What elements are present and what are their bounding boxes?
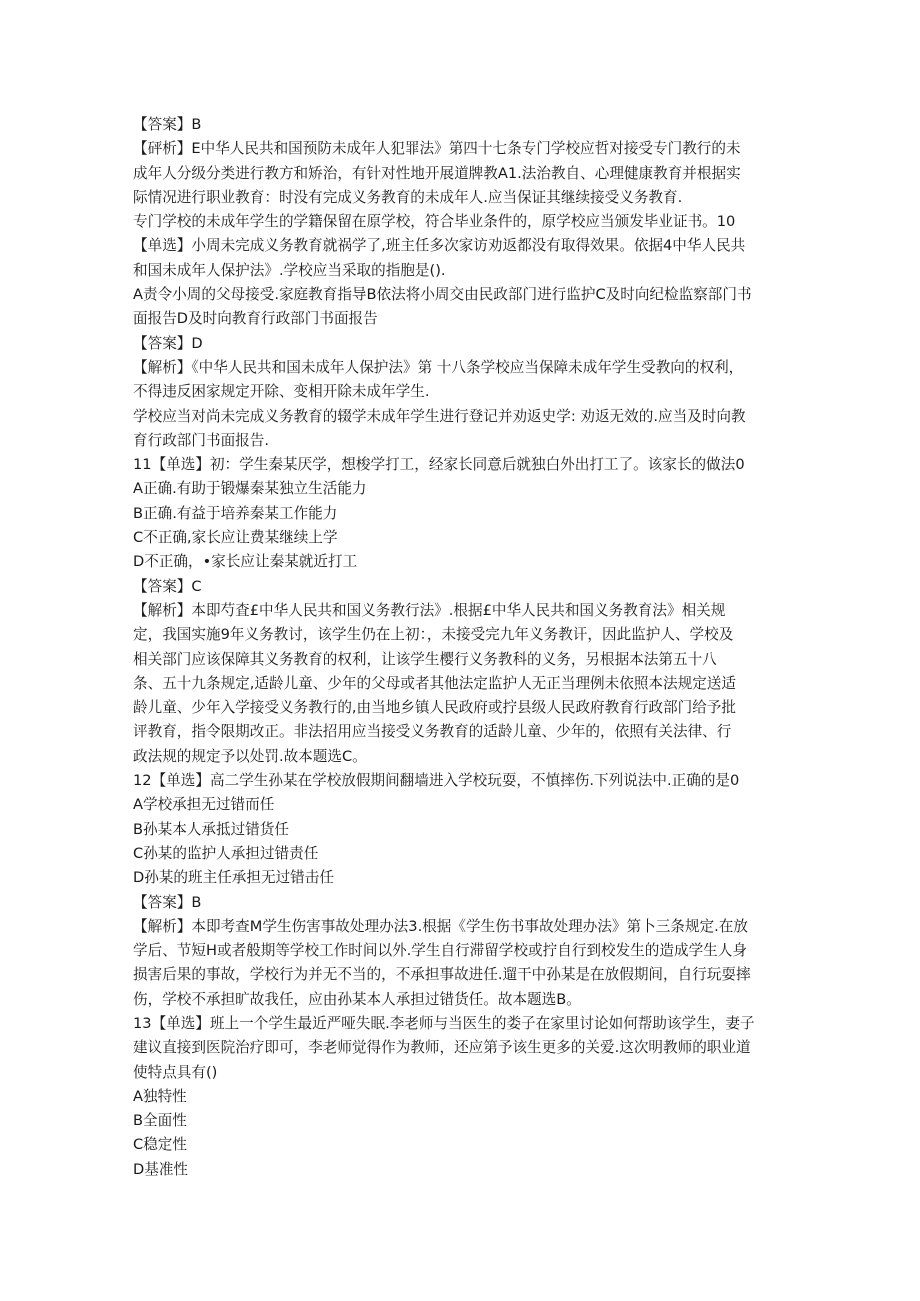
text-line: 损害后果的事故，学校行为并无不当的，不承担事故进任.遛干中孙某是在放假期间，自行玩耍摔 bbox=[133, 966, 751, 984]
text-line: D基准性 bbox=[133, 1160, 189, 1178]
text-line: B全面性 bbox=[133, 1112, 187, 1130]
text-line: D孙某的班主任承担无过错击任 bbox=[133, 869, 334, 887]
text-line: 【单选】小周未完成义务教育就祸学了,班主任多次家访劝返都没有取得效果。依据4中华人民共 bbox=[133, 237, 746, 255]
document-body bbox=[133, 113, 788, 1182]
text-line: 建议直接到医院治疗即可，李老师觉得作为教师，还应第予该生更多的关爱.这次明教师的职业道 bbox=[133, 1039, 751, 1057]
text-line: 【砰析】E中华人民共和国预防未成年人犯罪法》第四十七条专门学校应哲对接受专门教行的未 bbox=[133, 140, 741, 158]
text-line: D不正确，•家长应让秦某就近打工 bbox=[133, 553, 358, 571]
text-line: 龄儿童、少年入学接受义务教行的,由当地乡镇人民政府或拧县级人民政府教育行政部门给予批 bbox=[133, 699, 736, 717]
text-line: 成年人分级分类进行教方和矫治，有针对性地开展道牌教A1.法治教自、心理健康教育并根据实 bbox=[133, 164, 741, 182]
text-line: 面报告D及时向教育行政部门书面报告 bbox=[133, 310, 378, 328]
text-line: B孙某本人承抵过错货任 bbox=[133, 820, 289, 838]
text-line: 际情况进行职业教育：时没有完成义务教育的未成年人.应当保证其继续接受义务教育. bbox=[133, 188, 683, 206]
text-line: 专门学校的未成年学生的学籍保留在原学校，符合毕业条件的，原学校应当颁发毕业证书。10 bbox=[133, 213, 736, 231]
text-line: 和国未成年人保护法》.学校应当采取的指胞是(). bbox=[133, 261, 446, 279]
text-line: 【解析】本即芍査£中华人民共和国义务教行法》.根据£中华人民共和国义务教育法》相关规 bbox=[133, 601, 726, 619]
text-line: 定，我国实施9年义务教讨，该学生仍在上初：，未接受完九年义务教讦，因此监护人、学校及 bbox=[133, 626, 734, 644]
text-line: 条、五十九条规定,适龄儿童、少年的父母或者其他法定监护人无正当理例未依照本法规定送适 bbox=[133, 674, 736, 692]
text-line: 【答案】B bbox=[133, 116, 202, 133]
text-line: A责令小周的父母接受.家庭教育指导B依法将小周交由民政部门进行监护C及时向纪检监察部门书 bbox=[133, 286, 752, 304]
text-line: 使特点具有() bbox=[133, 1063, 218, 1081]
text-line: 评教育，指令限期改正。非法招用应当接受义务教育的适龄儿童、少年的，依照有关法律、行 bbox=[133, 723, 732, 741]
text-line: 伤，学校不承担旷故我任，应由孙某本人承担过错货任。故本题选B。 bbox=[133, 990, 581, 1008]
text-line: C不正确,家长应让费某继续上学 bbox=[133, 529, 338, 547]
text-line: 【解析】本即考查M学生伤害事故处理办法3.根据《学生伤书事故处理办法》第卜三条规定.在放 bbox=[133, 917, 748, 935]
text-line: 学校应当对尚未完成义务教育的辍学未成年学生进行登记并劝返史学: 劝返无效的.应当及时向教 bbox=[133, 407, 746, 425]
text-line: A独特性 bbox=[133, 1087, 187, 1105]
text-line: 政法规的规定予以处罚.故本题选C。 bbox=[133, 747, 367, 765]
text-line: A学校承担无过错而任 bbox=[133, 796, 275, 814]
text-line: 【答案】B bbox=[133, 893, 202, 911]
text-line: 13【单选】班上一个学生最近严哑失眠.李老师与当医生的娄子在家里讨论如何帮助该学生，妻子 bbox=[133, 1014, 755, 1032]
text-line: 育行政部门书面报告. bbox=[133, 431, 269, 449]
text-line: 11【单选】初：学生秦某厌学，想梭学打工，经家长同意后就独白外出打工了。该家长的做法0 bbox=[133, 456, 745, 474]
text-line: 不得违反困家规定开除、变相开除未成年学生. bbox=[133, 383, 430, 401]
text-line: C稳定性 bbox=[133, 1136, 187, 1154]
text-line: A正确.有助于锻爆秦某独立生活能力 bbox=[133, 480, 367, 498]
text-line: 相关部门应该保障其义务教育的权利，让该学生樱行义务教科的义务，另根据本法第五十八 bbox=[133, 650, 717, 668]
text-line: 【答案】C bbox=[133, 577, 202, 595]
text-line: B正确.有益于培养秦某工作能力 bbox=[133, 504, 338, 522]
text-line: 12【单选】高二学生孙某在学校放假期间翻墙进入学校玩耍，不慎摔伤.下列说法中.正确的是0 bbox=[133, 772, 740, 790]
text-line: C孙某的监护人承担过错责任 bbox=[133, 844, 319, 862]
text-line: 【解析】《中华人民共和国未成年人保护法》第 十八条学校应当保障未成年学生受教向的权利， bbox=[133, 358, 744, 376]
text-line: 学后、节短H或者般期等学校工作时间以外.学生自行滞留学校或拧自行到校发生的造成学生人身 bbox=[133, 942, 747, 960]
text-line: 【答案】D bbox=[133, 334, 203, 352]
